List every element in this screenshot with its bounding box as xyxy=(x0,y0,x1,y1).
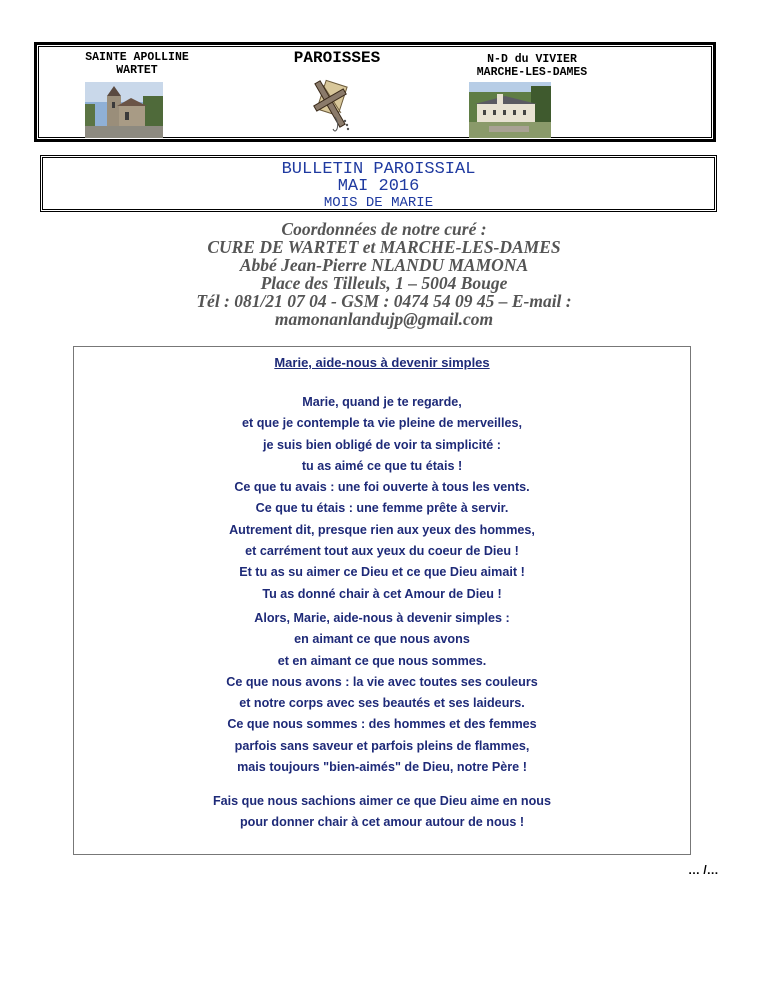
prayer-line: mais toujours "bien-aimés" de Dieu, notre Père ! xyxy=(237,760,527,775)
left-parish-line2: WARTET xyxy=(116,64,158,77)
contact-email: mamonanlandujp@gmail.com xyxy=(274,309,494,329)
prayer-line: Autrement dit, presque rien aux yeux des hommes, xyxy=(229,522,535,537)
right-parish-line1: N-D du VIVIER xyxy=(487,53,577,66)
prayer-line: Ce que tu avais : une foi ouverte à tous les vents. xyxy=(234,480,530,495)
prayer-stanza-1 xyxy=(74,392,690,605)
bulletin-month: MAI 2016 xyxy=(337,177,420,196)
prayer-line: et que je contemple ta vie pleine de merveilles, xyxy=(242,416,522,431)
contact-phone: Tél : 081/21 07 04 - GSM : 0474 54 09 45 – E-mail : xyxy=(196,291,572,311)
parishes-title: PAROISSES xyxy=(293,49,381,67)
prayer-line: Fais que nous sachions aimer ce que Dieu aime en nous xyxy=(212,794,552,808)
left-parish-line1: SAINTE APOLLINE xyxy=(85,51,189,64)
prayer-line: en aimant ce que nous avons xyxy=(294,632,470,647)
cross-book-emblem-icon xyxy=(305,77,359,137)
header-box xyxy=(34,42,716,142)
contact-block xyxy=(0,220,768,328)
contact-priest-name: Abbé Jean-Pierre NLANDU MAMONA xyxy=(239,255,529,275)
left-parish-name xyxy=(77,51,197,77)
prayer-line: Marie, quand je te regarde, xyxy=(302,395,462,409)
contact-address: Place des Tilleuls, 1 – 5004 Bouge xyxy=(260,273,508,293)
church-photo-wartet xyxy=(85,82,163,138)
prayer-line: je suis bien obligé de voir ta simplicité : xyxy=(263,437,501,452)
prayer-line: Ce que tu étais : une femme prête à servir. xyxy=(255,501,509,516)
prayer-line: Tu as donné chair à cet Amour de Dieu ! xyxy=(262,586,502,601)
bulletin-title-box xyxy=(40,155,717,212)
prayer-line: et notre corps avec ses beautés et ses laideurs. xyxy=(239,696,525,711)
prayer-box xyxy=(73,346,691,855)
bulletin-title: BULLETIN PAROISSIAL xyxy=(281,160,476,179)
prayer-line: Ce que nous sommes : des hommes et des femmes xyxy=(227,717,537,732)
prayer-line: parfois sans saveur et parfois pleins de flammes, xyxy=(234,738,530,753)
prayer-line: et en aimant ce que nous sommes. xyxy=(277,653,487,668)
prayer-line: tu as aimé ce que tu étais ! xyxy=(301,458,463,473)
right-parish-line2: MARCHE-LES-DAMES xyxy=(476,66,588,79)
prayer-line: Alors, Marie, aide-nous à devenir simples : xyxy=(254,611,510,625)
prayer-line: et carrément tout aux yeux du coeur de Dieu ! xyxy=(245,544,519,559)
prayer-line: Et tu as su aimer ce Dieu et ce que Dieu aimait ! xyxy=(239,565,525,580)
contact-parishes: CURE DE WARTET et MARCHE-LES-DAMES xyxy=(207,237,561,257)
bulletin-subtitle: MOIS DE MARIE xyxy=(323,195,434,211)
contact-heading: Coordonnées de notre curé : xyxy=(281,219,487,239)
prayer-stanza-2 xyxy=(74,608,690,778)
right-parish-name xyxy=(442,53,622,79)
continued-marker: … /… xyxy=(688,863,719,877)
church-photo-marche-les-dames xyxy=(469,82,551,138)
prayer-title: Marie, aide-nous à devenir simples xyxy=(274,355,490,370)
prayer-line: Ce que nous avons : la vie avec toutes ses couleurs xyxy=(226,674,538,689)
prayer-stanza-3 xyxy=(74,791,690,834)
prayer-line: pour donner chair à cet amour autour de nous ! xyxy=(239,815,525,830)
